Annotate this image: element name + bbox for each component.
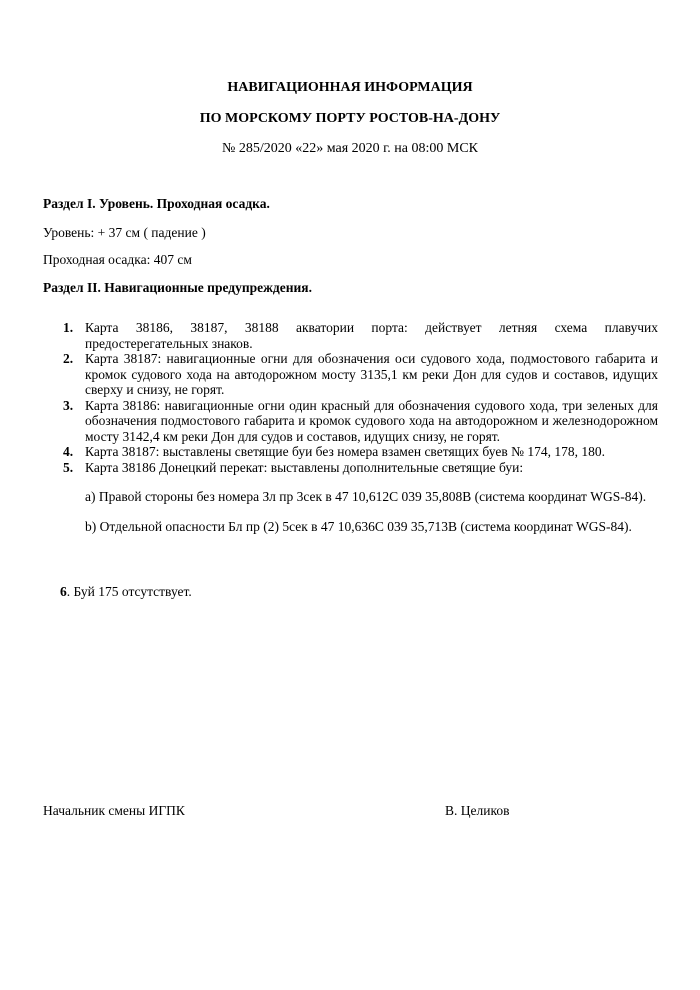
- list-item-text: Карта 38187: навигационные огни для обозначения оси судового хода, подмостового габарита и кромок судового хода на автодорожном мосту 3135,1 км реки Дон для судов и составов, идущих сверху и снизу, не горят.: [85, 351, 658, 397]
- document-number-date: № 285/2020 «22» мая 2020 г. на 08:00 МСК: [221, 141, 479, 156]
- buoy-subitem-b: b) Отдельной опасности Бл пр (2) 5сек в 47 10,636С 039 35,713В (система координат WGS-84).: [85, 518, 632, 534]
- passage-draft: Проходная осадка: 407 см: [43, 252, 192, 267]
- document-subtitle: ПО МОРСКОМУ ПОРТУ РОСТОВ-НА-ДОНУ: [199, 111, 501, 126]
- list-item-number: 1.: [63, 320, 74, 335]
- warnings-list: [43, 320, 658, 534]
- document-title: НАВИГАЦИОННАЯ ИНФОРМАЦИЯ: [227, 80, 473, 95]
- signatory-name: В. Целиков: [445, 803, 510, 818]
- water-level: Уровень: + 37 см ( падение ): [43, 225, 206, 240]
- list-item-text: . Буй 175 отсутствует.: [66, 584, 192, 599]
- section1-heading: Раздел I. Уровень. Проходная осадка.: [43, 196, 270, 211]
- list-item-text: Карта 38186, 38187, 38188 акватории порта: действует летняя схема плавучих предостерегательных знаков.: [85, 320, 658, 351]
- list-item: [43, 444, 658, 460]
- list-item-number: 5.: [63, 459, 74, 475]
- list-item-number: 3.: [63, 397, 74, 413]
- list-item-text: Карта 38186 Донецкий перекат: выставлены дополнительные светящие буи:: [85, 459, 524, 475]
- section2-heading: Раздел II. Навигационные предупреждения.: [43, 280, 312, 295]
- list-item: [43, 351, 658, 398]
- list-item-text: Карта 38186: навигационные огни один красный для обозначения судового хода, три зеленых для обозначения подмостового габарита и кромок судового хода на автодорожном и железнодорожном мосту 3142,4 км реки Дон для судов и составов, идущих снизу, не горят.: [85, 397, 658, 444]
- buoy-subitem-a: а) Правой стороны без номера Зл пр 3сек в 47 10,612С 039 35,808В (система координат WGS-84).: [85, 489, 647, 504]
- signatory-position: Начальник смены ИГПК: [43, 803, 185, 818]
- list-item: [43, 398, 658, 445]
- list-item-number: 4.: [63, 444, 74, 459]
- list-item-number: 2.: [63, 351, 74, 366]
- list-item-6: [60, 584, 192, 600]
- list-item: [43, 320, 658, 351]
- list-item-text: Карта 38187: выставлены светящие буи без номера взамен светящих буев № 174, 178, 180.: [85, 444, 605, 459]
- list-item-number: 6: [60, 584, 67, 599]
- list-item: [43, 460, 658, 476]
